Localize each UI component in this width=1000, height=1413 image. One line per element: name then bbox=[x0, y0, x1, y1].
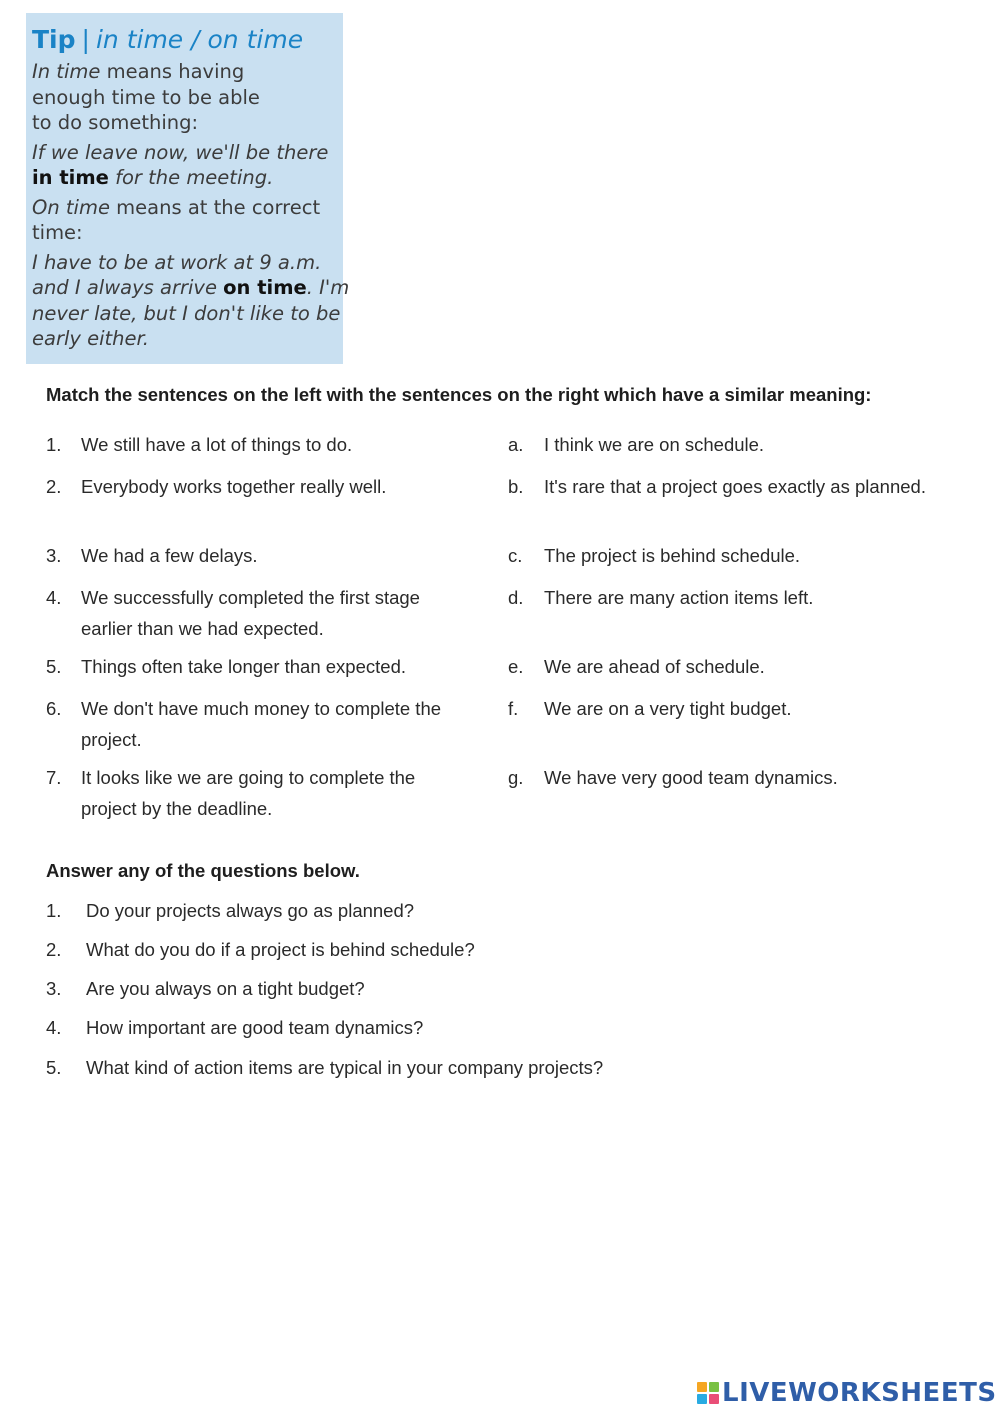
tip-subtitle: in time / on time bbox=[95, 25, 304, 54]
left-number: 2. bbox=[46, 476, 62, 497]
tip-term-in-time: In time bbox=[32, 60, 101, 83]
left-number: 4. bbox=[46, 587, 62, 608]
tip-definition-in-time: In time means having enough time to be able to do something: bbox=[32, 60, 260, 134]
tip-box bbox=[26, 13, 350, 364]
tip-example-in-time: If we leave now, we'll be there in time for the meeting. bbox=[32, 140, 329, 189]
tip-heading bbox=[32, 25, 337, 55]
question-number: 3. bbox=[46, 978, 62, 999]
logo-block bbox=[697, 1394, 707, 1404]
left-number: 3. bbox=[46, 545, 62, 566]
right-letter: d. bbox=[508, 587, 524, 608]
question-text: What kind of action items are typical in your company projects? bbox=[86, 1057, 604, 1078]
liveworksheets-logo bbox=[697, 1378, 997, 1408]
tip-definition-on-time: On time means at the correct time: bbox=[32, 195, 321, 244]
right-letter: g. bbox=[508, 767, 524, 788]
logo-blocks-icon bbox=[697, 1382, 719, 1404]
tip-separator: | bbox=[81, 25, 90, 54]
logo-text: LIVEWORKSHEETS bbox=[722, 1378, 997, 1408]
left-sentence: We don't have much money to complete the project. bbox=[81, 698, 442, 750]
tip-title: Tip bbox=[32, 25, 76, 54]
logo-block bbox=[697, 1382, 707, 1392]
left-number: 1. bbox=[46, 434, 62, 455]
questions-instruction: Answer any of the questions below. bbox=[46, 860, 360, 881]
left-sentence: It looks like we are going to complete the project by the deadline. bbox=[81, 767, 416, 819]
right-sentence: We have very good team dynamics. bbox=[544, 767, 838, 788]
right-sentence: We are on a very tight budget. bbox=[544, 698, 792, 719]
question-text: Do your projects always go as planned? bbox=[86, 900, 415, 921]
tip-term-on-time: On time bbox=[32, 195, 110, 219]
right-letter: f. bbox=[508, 698, 519, 719]
left-number: 7. bbox=[46, 767, 62, 788]
match-instruction: Match the sentences on the left with the sentences on the right which have a similar meaning: bbox=[46, 384, 872, 405]
right-sentence: It's rare that a project goes exactly as planned. bbox=[544, 476, 926, 497]
question-number: 5. bbox=[46, 1057, 62, 1078]
logo-block bbox=[709, 1382, 719, 1392]
left-sentence: Everybody works together really well. bbox=[81, 476, 387, 497]
question-text: What do you do if a project is behind schedule? bbox=[86, 939, 475, 960]
left-sentence: We successfully completed the first stage earlier than we had expected. bbox=[81, 587, 420, 639]
logo-block bbox=[709, 1394, 719, 1404]
right-sentence: We are ahead of schedule. bbox=[544, 656, 765, 677]
right-sentence: I think we are on schedule. bbox=[544, 434, 765, 455]
tip-example-on-time: I have to be at work at 9 a.m. and I always arrive on time. I'm never late, but I don't like to be early either. bbox=[32, 250, 350, 350]
right-sentence: The project is behind schedule. bbox=[544, 545, 801, 566]
question-text: Are you always on a tight budget? bbox=[86, 978, 365, 999]
right-letter: a. bbox=[508, 434, 524, 455]
right-letter: c. bbox=[508, 545, 523, 566]
left-sentence: We still have a lot of things to do. bbox=[81, 434, 353, 455]
left-number: 5. bbox=[46, 656, 62, 677]
left-sentence: Things often take longer than expected. bbox=[81, 656, 406, 677]
right-letter: b. bbox=[508, 476, 524, 497]
right-sentence: There are many action items left. bbox=[544, 587, 814, 608]
question-number: 1. bbox=[46, 900, 62, 921]
question-text: How important are good team dynamics? bbox=[86, 1017, 424, 1038]
right-letter: e. bbox=[508, 656, 524, 677]
left-number: 6. bbox=[46, 698, 62, 719]
question-number: 4. bbox=[46, 1017, 62, 1038]
question-number: 2. bbox=[46, 939, 62, 960]
left-sentence: We had a few delays. bbox=[81, 545, 258, 566]
